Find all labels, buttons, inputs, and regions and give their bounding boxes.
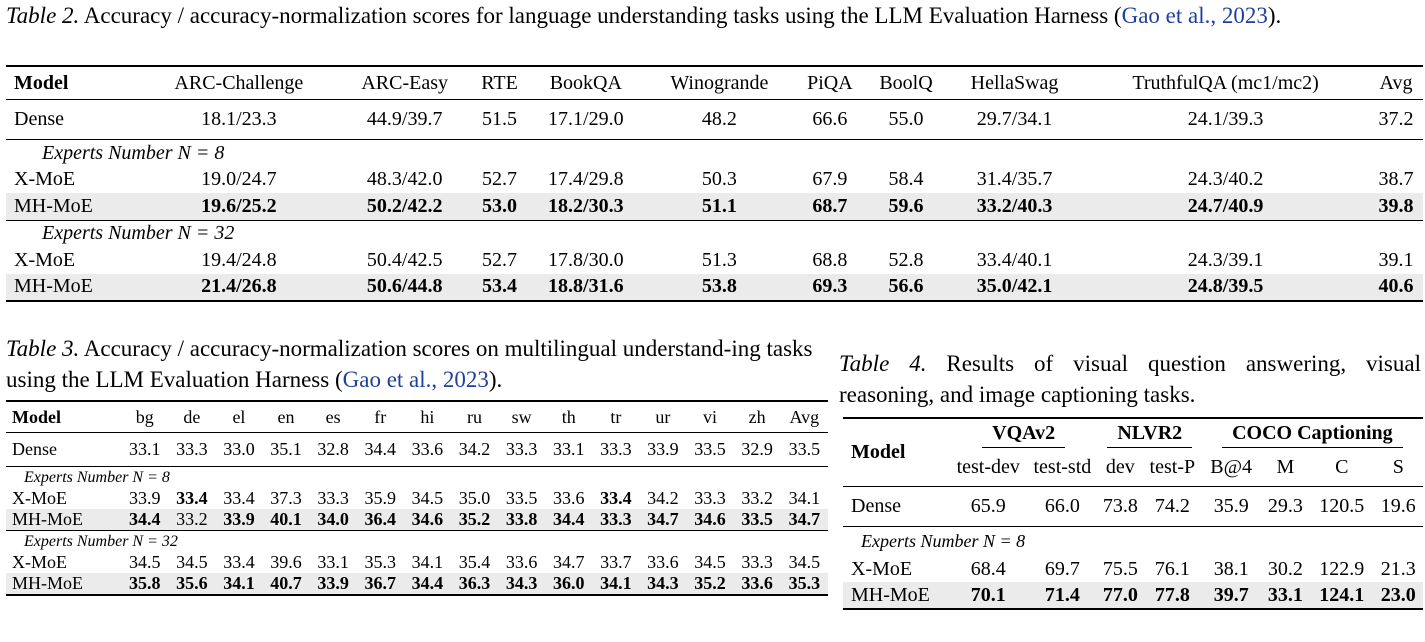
table2-cell: 17.8/30.0: [548, 248, 624, 271]
table3-row-xmoe-n8: [6, 488, 828, 509]
table2-cell: 53.0: [471, 193, 527, 220]
table3-cell: 33.6: [505, 552, 538, 572]
table2-row-dense: [6, 100, 1423, 140]
table3-citation-link[interactable]: Gao et al., 2023: [342, 367, 489, 392]
table2-header-cell: BoolQ: [879, 71, 933, 94]
table2-caption: [6, 0, 1421, 31]
table2-cell: 17.4/29.8: [548, 168, 624, 191]
table3-cell: 35.4: [458, 552, 491, 572]
table2-header-cell: RTE: [481, 71, 518, 94]
table3-cell: 33.5: [505, 488, 538, 508]
table3-cell: MH-MoE: [6, 509, 121, 531]
table3-cell: 34.4: [364, 439, 397, 459]
table4-row-mhmoe-n8: [843, 582, 1423, 609]
table4-cell: 29.3: [1267, 494, 1303, 517]
table2-cell: 68.7: [795, 193, 865, 220]
table3-cell: 32.8: [317, 439, 349, 459]
table4-cell: 73.8: [1102, 494, 1138, 517]
table3-cell: 34.1: [411, 552, 444, 572]
table2-cell: 24.3/40.2: [1187, 168, 1264, 191]
table3-cell: 33.9: [647, 439, 679, 459]
table2-row-xmoe-n8: [6, 167, 1423, 194]
table3-cell: 34.4: [545, 509, 592, 531]
table4: [843, 417, 1423, 610]
table3-caption-end: ).: [488, 367, 503, 392]
table4-cell: 65.9: [970, 494, 1006, 517]
table4-cell: X-MoE: [851, 557, 913, 580]
table2-cell: 24.8/39.5: [1082, 274, 1369, 302]
table4-cell: 120.5: [1319, 494, 1365, 517]
table3-cell: 35.1: [270, 439, 302, 459]
table4-caption-text: Results of visual question answering, visual reasoning, and image captioning tasks.: [839, 351, 1421, 407]
table3-header-cell: th: [561, 406, 576, 427]
table3-cell: 33.1: [552, 439, 585, 459]
table3-header-cell: Model: [12, 406, 61, 427]
table4-cell: 124.1: [1310, 582, 1373, 609]
table2-cell: 53.4: [471, 274, 527, 302]
table2-header-cell: Winogrande: [670, 71, 769, 94]
table3-row-dense: [6, 433, 828, 467]
table2-section-n8: [6, 140, 1423, 167]
table3-cell: 33.7: [600, 552, 632, 572]
table2-caption-label: Table 2.: [6, 3, 80, 28]
table4-cell: 77.0: [1098, 582, 1143, 609]
table3-header-cell: el: [232, 406, 246, 427]
table2-row-mhmoe-n8: [6, 193, 1423, 220]
table2-cell: 39.1: [1378, 248, 1414, 271]
table3-cell: 34.3: [498, 573, 545, 595]
table3-cell: 33.3: [600, 439, 632, 459]
table3-header-cell: es: [325, 406, 341, 427]
table3-cell: 34.4: [121, 509, 168, 531]
table3-cell: 34.1: [788, 488, 821, 508]
table3-header-cell: en: [277, 406, 295, 427]
table2-cell: 19.4/24.8: [201, 248, 277, 271]
table3-cell: 35.9: [364, 488, 397, 508]
table2-cell: 33.4/40.1: [976, 248, 1053, 271]
table3-cell: 40.1: [263, 509, 310, 531]
table2-cell: 24.3/39.1: [1187, 248, 1264, 271]
table3-cell: 36.0: [545, 573, 592, 595]
table3-header-cell: tr: [610, 406, 622, 427]
table3-cell: 33.3: [592, 509, 639, 531]
table4-group-header: [1202, 418, 1423, 450]
table2-header-cell: BookQA: [549, 71, 622, 94]
table4-cell: 69.7: [1044, 557, 1080, 580]
table4-subheader-cell: test-P: [1149, 456, 1196, 479]
table3-cell: 33.2: [168, 509, 215, 531]
table4-cell: 76.1: [1154, 557, 1190, 580]
table2-cell: 50.6/44.8: [338, 274, 471, 302]
table2-cell: X-MoE: [14, 248, 76, 271]
table3-section-label: Experts Number N = 32: [24, 532, 178, 550]
table2-cell: 40.6: [1369, 274, 1423, 302]
table2-cell: 44.9/39.7: [366, 108, 443, 130]
table2-cell: 58.4: [888, 168, 924, 191]
table4-group-header-row: [843, 418, 1423, 450]
table3-row-mhmoe-n32: [6, 573, 828, 595]
table3-cell: 33.3: [741, 552, 773, 572]
table3-cell: 35.3: [364, 552, 397, 572]
table2-cell: 21.4/26.8: [140, 274, 338, 302]
table2-cell: 52.8: [888, 248, 924, 271]
table2-cell: 52.7: [482, 168, 518, 191]
table3-cell: 39.6: [270, 552, 302, 572]
table3-header-row: [6, 401, 828, 433]
table2-header-cell: ARC-Easy: [361, 71, 449, 94]
table3-cell: 33.9: [310, 573, 357, 595]
table2-cell: 18.2/30.3: [528, 193, 644, 220]
table2-caption-text: Accuracy / accuracy-normalization scores for language understanding tasks using the LLM Evaluation Harness (: [79, 3, 1122, 28]
table3-header-cell: ur: [655, 406, 671, 427]
table3-header-cell: de: [183, 406, 201, 427]
table4-subheader-cell: M: [1276, 456, 1295, 479]
table4-subheader-cell: S: [1392, 456, 1404, 479]
table2-cell: 51.3: [701, 248, 737, 271]
table4-subheader-cell: test-dev: [956, 456, 1020, 479]
table3-cell: 33.0: [223, 439, 255, 459]
table4-cell: 38.1: [1213, 557, 1249, 580]
table3-row-mhmoe-n8: [6, 509, 828, 531]
table3-cell: 34.5: [176, 552, 208, 572]
table3-cell: 37.3: [270, 488, 302, 508]
table4-row-dense: [843, 486, 1423, 526]
table3-cell: 36.7: [357, 573, 404, 595]
table2-cell: 33.2/40.3: [947, 193, 1082, 220]
table2-header-cell: Model: [14, 71, 69, 94]
table3-cell: 33.3: [317, 488, 349, 508]
table2-cell: 52.7: [482, 248, 518, 271]
table3-caption-text: Accuracy / accuracy-normalization scores on multilingual understand-ing tasks using the LLM Evaluation Harness (: [6, 336, 813, 392]
table2-cell: X-MoE: [14, 168, 76, 191]
table4-cell: 19.6: [1380, 494, 1416, 517]
table2-cell: 51.5: [482, 108, 518, 130]
table4-cell: 30.2: [1267, 557, 1303, 580]
table3-cell: 33.1: [128, 439, 161, 459]
table2-header-cell: Avg: [1379, 71, 1413, 94]
table4-caption-label: Table 4.: [839, 351, 927, 376]
table2-cell: 38.7: [1378, 168, 1414, 191]
table2-cell: MH-MoE: [6, 193, 140, 220]
table3-cell: 36.3: [451, 573, 498, 595]
table3-header-cell: bg: [135, 406, 154, 427]
table3-cell: 34.7: [552, 552, 585, 572]
table3-cell: 34.1: [592, 573, 639, 595]
table4-group-label: VQAv2: [982, 422, 1065, 448]
table3-cell: 34.2: [647, 488, 679, 508]
table3: [6, 400, 828, 596]
table2-cell: 66.6: [812, 108, 848, 130]
table4-group-label: NLVR2: [1107, 422, 1192, 448]
table2-header-row: [6, 66, 1423, 100]
table3-cell: 34.6: [404, 509, 451, 531]
table3-cell: 33.4: [176, 488, 208, 508]
table4-subheader-cell: dev: [1105, 456, 1135, 479]
table3-cell: 33.2: [741, 488, 773, 508]
table3-cell: 40.7: [263, 573, 310, 595]
table4-subheader-cell: B@4: [1210, 456, 1253, 479]
table3-cell: 33.1: [317, 552, 349, 572]
table4-cell: Dense: [851, 494, 901, 517]
table3-row-xmoe-n32: [6, 552, 828, 573]
table3-cell: 34.6: [686, 509, 733, 531]
table2-section-label: Experts Number N = 8: [42, 141, 225, 164]
table3-cell: 33.4: [223, 488, 255, 508]
table3-header-cell: hi: [420, 406, 435, 427]
table4-section-label: Experts Number N = 8: [861, 530, 1026, 551]
table2-row-mhmoe-n32: [6, 274, 1423, 302]
table4-section-n8: [843, 526, 1423, 556]
table2-cell: 35.0/42.1: [947, 274, 1082, 302]
table3-cell: 36.4: [357, 509, 404, 531]
table2-cell: 50.2/42.2: [338, 193, 471, 220]
table3-cell: 33.8: [498, 509, 545, 531]
table3-cell: 32.9: [741, 439, 773, 459]
table2-cell: 50.4/42.5: [366, 248, 443, 271]
table3-section-n8: [6, 467, 828, 489]
table4-cell: 74.2: [1154, 494, 1190, 517]
table3-cell: 34.2: [458, 439, 491, 459]
table4-cell: 66.0: [1044, 494, 1080, 517]
table3-cell: 34.1: [215, 573, 262, 595]
table2-cell: 29.7/34.1: [976, 108, 1053, 130]
table3-cell: 35.0: [458, 488, 491, 508]
table2-cell: 56.6: [865, 274, 947, 302]
table3-cell: 34.7: [639, 509, 686, 531]
table2-cell: 51.1: [644, 193, 795, 220]
table2-row-xmoe-n32: [6, 247, 1423, 274]
table2-cell: 50.3: [701, 168, 737, 191]
table4-cell: 23.0: [1374, 582, 1423, 609]
table2-cell: 69.3: [795, 274, 865, 302]
table2-cell: 59.6: [865, 193, 947, 220]
table3-cell: 34.7: [781, 509, 828, 531]
table3-header-cell: ru: [466, 406, 482, 427]
table3-header-cell: zh: [748, 406, 766, 427]
table2-cell: 19.0/24.7: [201, 168, 277, 191]
table4-cell: 70.1: [949, 582, 1027, 609]
table2-cell: 48.2: [701, 108, 737, 130]
table4-subheader-cell: test-std: [1033, 456, 1092, 479]
table3-caption: [6, 333, 828, 395]
table3-cell: 35.2: [686, 573, 733, 595]
table2: [6, 65, 1423, 302]
table3-cell: 34.4: [404, 573, 451, 595]
table3-section-label: Experts Number N = 8: [24, 468, 170, 486]
table3-cell: 34.5: [788, 552, 821, 572]
table3-cell: 33.4: [223, 552, 255, 572]
table3-cell: 33.6: [734, 573, 781, 595]
table4-model-header: Model: [851, 440, 906, 463]
table3-header-cell: vi: [703, 406, 718, 427]
table4-cell: 122.9: [1319, 557, 1365, 580]
table2-cell: 18.1/23.3: [201, 108, 277, 130]
table4-cell: MH-MoE: [843, 582, 949, 609]
table2-section-label: Experts Number N = 32: [42, 222, 235, 245]
table3-cell: 33.4: [600, 488, 632, 508]
table3-cell: MH-MoE: [6, 573, 121, 595]
table3-cell: X-MoE: [12, 552, 67, 572]
table2-cell: 67.9: [812, 168, 848, 191]
table2-cell: 24.1/39.3: [1187, 108, 1264, 130]
table4-cell: 77.8: [1143, 582, 1202, 609]
table2-header-cell: ARC-Challenge: [174, 71, 304, 94]
table3-cell: 33.5: [734, 509, 781, 531]
table4-cell: 39.7: [1202, 582, 1261, 609]
table3-cell: 33.6: [552, 488, 585, 508]
table3-header-cell: fr: [374, 406, 387, 427]
table2-cell: 18.8/31.6: [528, 274, 644, 302]
table3-cell: 35.8: [121, 573, 168, 595]
table4-row-xmoe-n8: [843, 556, 1423, 582]
table3-cell: 33.3: [505, 439, 538, 459]
table4-cell: 68.4: [970, 557, 1006, 580]
table3-cell: 33.5: [694, 439, 726, 459]
table3-cell: 34.3: [639, 573, 686, 595]
table3-cell: 33.6: [647, 552, 679, 572]
table2-cell: Dense: [14, 108, 64, 130]
table4-subheader-cell: C: [1335, 456, 1349, 479]
table2-cell: 48.3/42.0: [366, 168, 443, 191]
table3-cell: 34.5: [128, 552, 161, 572]
table3-cell: 35.2: [451, 509, 498, 531]
table4-cell: 71.4: [1027, 582, 1098, 609]
table4-caption: [839, 348, 1421, 410]
table4-cell: 75.5: [1102, 557, 1138, 580]
table4-cell: 35.9: [1213, 494, 1249, 517]
table3-cell: 35.3: [781, 573, 828, 595]
table2-caption-end: ).: [1267, 3, 1282, 28]
table3-cell: 33.6: [411, 439, 444, 459]
table2-cell: 68.8: [812, 248, 848, 271]
table4-group-header: [1098, 418, 1202, 450]
table3-cell: 34.5: [411, 488, 444, 508]
table2-cell: MH-MoE: [6, 274, 140, 302]
table3-cell: 33.3: [694, 488, 726, 508]
table3-cell: 33.9: [215, 509, 262, 531]
table3-cell: 34.0: [310, 509, 357, 531]
table2-cell: 53.8: [644, 274, 795, 302]
table3-cell: Dense: [12, 439, 57, 459]
table4-cell: 33.1: [1261, 582, 1310, 609]
table2-cell: 31.4/35.7: [976, 168, 1053, 191]
table3-cell: 35.6: [168, 573, 215, 595]
table4-group-header: [949, 418, 1097, 450]
table4-group-label: COCO Captioning: [1222, 422, 1403, 448]
table2-section-n32: [6, 220, 1423, 247]
table3-cell: X-MoE: [12, 488, 67, 508]
table2-cell: 37.2: [1378, 108, 1414, 130]
table3-cell: 34.5: [694, 552, 726, 572]
table3-cell: 33.3: [176, 439, 208, 459]
table2-cell: 24.7/40.9: [1082, 193, 1369, 220]
table3-cell: 33.5: [788, 439, 821, 459]
table2-cell: 39.8: [1369, 193, 1423, 220]
table3-header-cell: Avg: [789, 406, 820, 427]
table2-cell: 55.0: [888, 108, 924, 130]
table3-header-cell: sw: [511, 406, 532, 427]
table2-cell: 17.1/29.0: [548, 108, 624, 130]
table3-cell: 33.9: [128, 488, 161, 508]
table2-header-cell: TruthfulQA (mc1/mc2): [1132, 71, 1319, 94]
table2-header-cell: HellaSwag: [970, 71, 1059, 94]
table3-section-n32: [6, 531, 828, 553]
table4-cell: 21.3: [1380, 557, 1416, 580]
table2-cell: 19.6/25.2: [140, 193, 338, 220]
table2-citation-link[interactable]: Gao et al., 2023: [1121, 3, 1268, 28]
table3-caption-label: Table 3.: [6, 336, 80, 361]
table2-header-cell: PiQA: [807, 71, 853, 94]
